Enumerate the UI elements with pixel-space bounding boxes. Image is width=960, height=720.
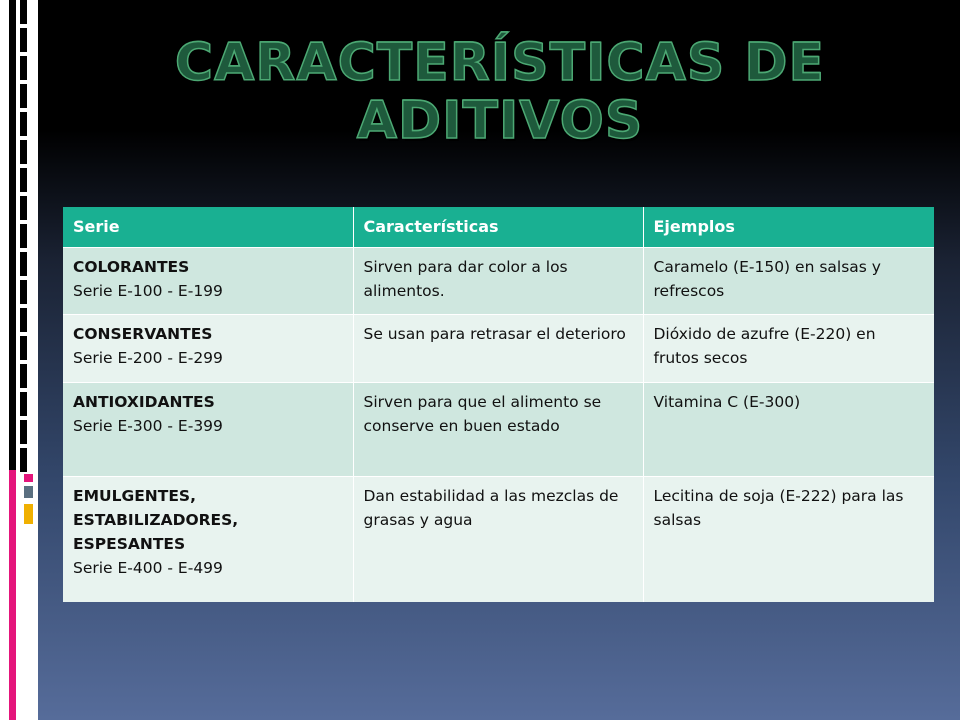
slide-title	[140, 34, 860, 150]
cell-ejemplos: Lecitina de soja (E-222) para las salsas	[643, 477, 934, 602]
serie-range: Serie E-200 - E-299	[73, 349, 223, 367]
title-line-1: CARACTERÍSTICAS DE	[174, 33, 826, 93]
cell-serie	[63, 383, 353, 477]
cell-serie	[63, 248, 353, 315]
additives-table-container	[63, 207, 934, 602]
serie-range: Serie E-400 - E-499	[73, 559, 223, 577]
header-ejemplos: Ejemplos	[643, 207, 934, 248]
table-row	[63, 477, 934, 602]
cell-ejemplos: Caramelo (E-150) en salsas y refrescos	[643, 248, 934, 315]
cell-caracteristicas: Se usan para retrasar el deterioro	[353, 315, 643, 383]
serie-name: CONSERVANTES	[73, 325, 213, 343]
serie-range: Serie E-100 - E-199	[73, 282, 223, 300]
cell-ejemplos: Vitamina C (E-300)	[643, 383, 934, 477]
header-serie: Serie	[63, 207, 353, 248]
additives-table	[63, 207, 934, 602]
cell-ejemplos: Dióxido de azufre (E-220) en frutos secos	[643, 315, 934, 383]
cell-serie	[63, 315, 353, 383]
serie-name: EMULGENTES, ESTABILIZADORES, ESPESANTES	[73, 487, 239, 553]
cell-serie	[63, 477, 353, 602]
cell-caracteristicas: Sirven para que el alimento se conserve en buen estado	[353, 383, 643, 477]
cell-caracteristicas: Sirven para dar color a los alimentos.	[353, 248, 643, 315]
serie-range: Serie E-300 - E-399	[73, 417, 223, 435]
table-row	[63, 248, 934, 315]
cell-caracteristicas: Dan estabilidad a las mezclas de grasas y agua	[353, 477, 643, 602]
table-row	[63, 315, 934, 383]
title-line-2: ADITIVOS	[356, 91, 644, 151]
table-header-row	[63, 207, 934, 248]
header-caracteristicas: Características	[353, 207, 643, 248]
serie-name: ANTIOXIDANTES	[73, 393, 215, 411]
serie-name: COLORANTES	[73, 258, 190, 276]
side-bars-decoration	[0, 0, 38, 720]
table-row	[63, 383, 934, 477]
